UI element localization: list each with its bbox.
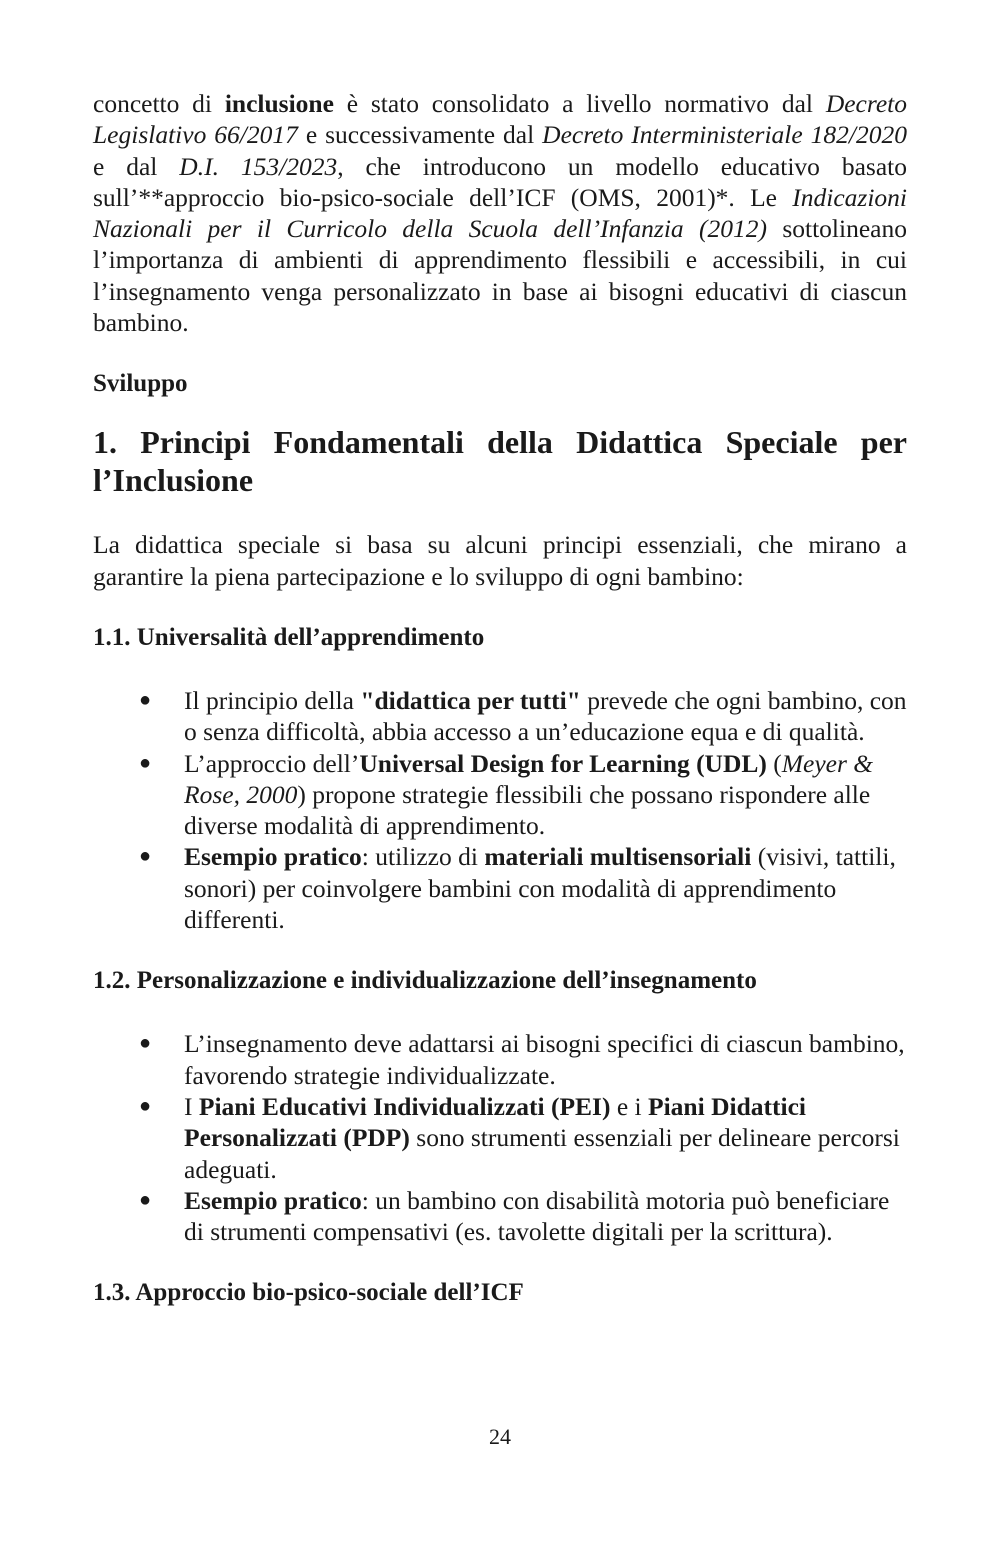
list-item: ● Esempio pratico: un bambino con disabilità motoria può beneficiare di strumenti compensativi (es. tavolette digitali per la scrittura). [139,1185,890,1247]
bullet-icon: ● [139,688,152,711]
list-item: ● Il principio della "didattica per tutti" prevede che ogni bambino, con o senza difficoltà, abbia accesso a un’educazione equa e di qualità. [139,685,907,747]
page-content [93,88,907,1308]
subsection-1-1-title: 1.1. Universalità dell’apprendimento [93,623,485,651]
heading-sviluppo: Sviluppo [93,370,188,398]
subsection-1-2-title: 1.2. Personalizzazione e individualizzazione dell’insegnamento [93,967,757,995]
subsection-1-3-title: 1.3. Approccio bio-psico-sociale dell’ICF [93,1279,524,1307]
bullet-icon: ● [139,1188,152,1211]
list-item: ● I Piani Educativi Individualizzati (PEI) e i Piani Didattici Personalizzati (PDP) sono strumenti essenziali per delineare percorsi adeguati. [139,1091,900,1184]
bullet-icon: ● [139,751,152,774]
bullet-icon: ● [139,1094,152,1117]
list-item: ● L’approccio dell’Universal Design for Learning (UDL) (Meyer & Rose, 2000) propone strategie flessibili che possano rispondere alle diverse modalità di apprendimento. [139,748,874,841]
page-number: 24 [489,1424,511,1449]
subsection-1-2-list [93,1028,907,1247]
bullet-icon: ● [139,1032,152,1055]
section-1-title: 1. Principi Fondamentali della Didattica Speciale per l’Inclusione [93,424,907,499]
list-item: ● L’insegnamento deve adattarsi ai bisogni specifici di ciascun bambino, favorendo strategie individualizzate. [139,1029,905,1090]
bullet-icon: ● [139,845,152,868]
list-item: ● Esempio pratico: utilizzo di materiali multisensoriali (visivi, tattili, sonori) per coinvolgere bambini con modalità di apprendimento differenti. [139,842,896,935]
subsection-1-1-list [93,685,907,935]
intro-paragraph: concetto di inclusione è stato consolidato a livello normativo dal Decreto Legislativo 66/2017 e successivamente dal Decreto Interministeriale 182/2020 e dal D.I. 153/2023, che introducono un modello educativo basato sull’**approccio bio-psico-sociale dell’ICF (OMS, 2001)*. Le Indicazioni Nazionali per il Curricolo della Scuola dell’Infanzia (2012) sottolineano l’importanza di ambienti di apprendimento flessibili e accessibili, in cui l’insegnamento venga personalizzato in base ai bisogni educativi di ciascun bambino. [93,89,907,338]
section-1-intro: La didattica speciale si basa su alcuni principi essenziali, che mirano a garantire la piena partecipazione e lo sviluppo di ogni bambino: [93,530,907,591]
